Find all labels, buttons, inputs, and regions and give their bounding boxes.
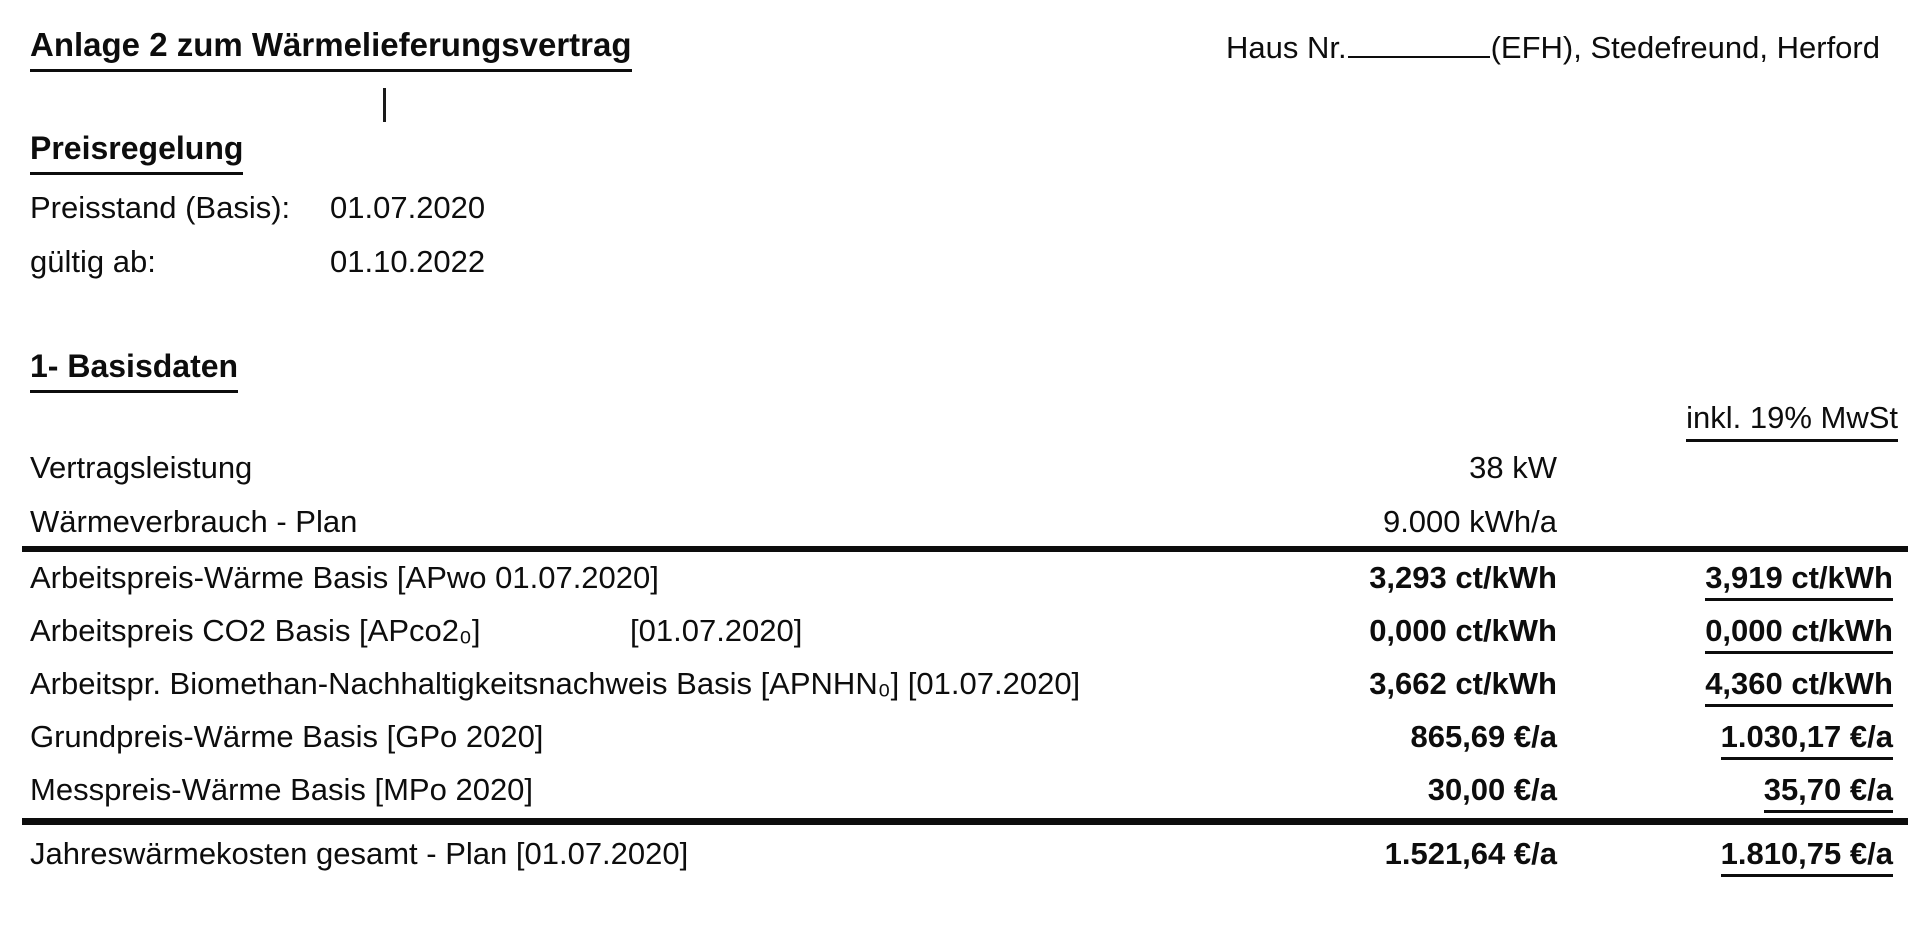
info-row-value: 38 kW — [1469, 450, 1557, 485]
price-row-gross-value: 1.030,17 €/a — [1595, 719, 1893, 760]
document-title-text: Anlage 2 zum Wärmelieferungsvertrag — [30, 26, 632, 72]
price-row-label: Messpreis-Wärme Basis [MPo 2020] — [30, 772, 534, 807]
house-number-label: Haus Nr. — [1226, 30, 1347, 65]
price-row-gross-value: 4,360 ct/kWh — [1595, 666, 1893, 707]
info-row-label: Wärmeverbrauch - Plan — [30, 504, 358, 539]
section-heading-preisregelung: Preisregelung — [30, 130, 243, 175]
total-row-gross-value: 1.810,75 €/a — [1595, 836, 1893, 877]
house-number-blank — [1348, 56, 1490, 58]
total-row-label: Jahreswärmekosten gesamt - Plan [01.07.2020] — [30, 836, 689, 871]
price-row-net-value: 3,662 ct/kWh — [1369, 666, 1557, 701]
document-title — [30, 26, 632, 72]
price-row-net-value: 0,000 ct/kWh — [1369, 613, 1557, 648]
price-row-label: Arbeitspreis-Wärme Basis [APwo 01.07.2020] — [30, 560, 659, 595]
house-location-text: (EFH), Stedefreund, Herford — [1490, 30, 1880, 65]
table-divider-top — [22, 546, 1908, 552]
price-row-label: Grundpreis-Wärme Basis [GPo 2020] — [30, 719, 544, 754]
price-row-label: Arbeitspr. Biomethan-Nachhaltigkeitsnachweis Basis [APNHN₀] [01.07.2020] — [30, 666, 1081, 701]
price-row-net-value: 30,00 €/a — [1427, 772, 1557, 807]
gueltig-ab-value: 01.10.2022 — [330, 244, 486, 279]
total-row-net-value: 1.521,64 €/a — [1384, 836, 1557, 871]
price-row-label: Arbeitspreis CO2 Basis [APco2₀] — [30, 613, 481, 648]
info-row-value: 9.000 kWh/a — [1382, 504, 1557, 539]
price-row-gross-value: 35,70 €/a — [1595, 772, 1893, 813]
info-row-label: Vertragsleistung — [30, 450, 253, 485]
gueltig-ab-label: gültig ab: — [30, 244, 156, 279]
price-row-gross-value: 3,919 ct/kWh — [1595, 560, 1893, 601]
preisstand-label: Preisstand (Basis): — [30, 190, 291, 225]
price-row-gross-value: 0,000 ct/kWh — [1595, 613, 1893, 654]
table-divider-bottom — [22, 818, 1908, 825]
price-row-net-value: 865,69 €/a — [1410, 719, 1557, 754]
price-row-label-date: [01.07.2020] — [630, 613, 803, 648]
house-number-line — [1226, 30, 1880, 66]
vat-note: inkl. 19% MwSt — [1595, 400, 1898, 442]
preisstand-value: 01.07.2020 — [330, 190, 486, 225]
price-row-net-value: 3,293 ct/kWh — [1369, 560, 1557, 595]
section-heading-basisdaten: 1- Basisdaten — [30, 348, 238, 393]
scan-artifact-line — [383, 88, 386, 122]
